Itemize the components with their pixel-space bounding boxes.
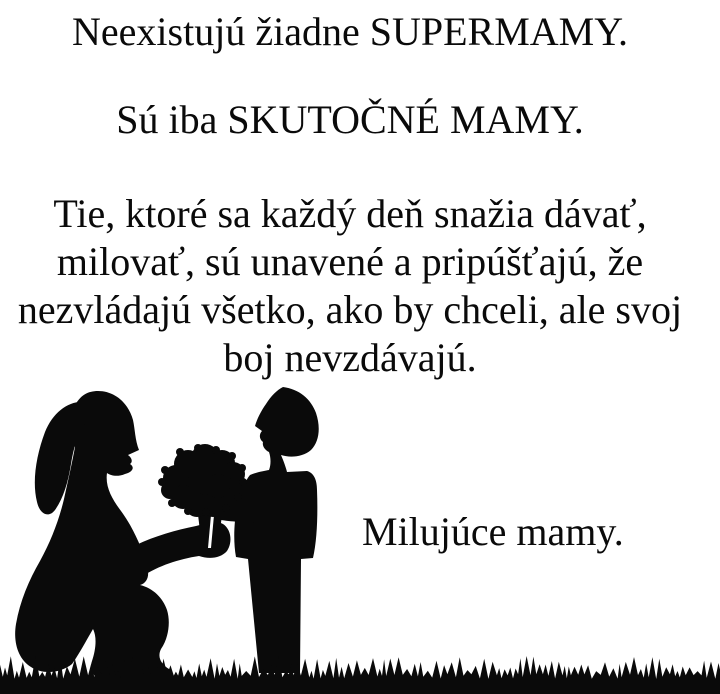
signature-text: Milujúce mamy. <box>362 509 624 554</box>
bouquet-flowers <box>158 444 247 517</box>
quote-body-line: nezvládajú všetko, ako by chceli, ale svoj <box>17 287 683 332</box>
headline-line2: Sú iba SKUTOČNÉ MAMY. <box>116 97 584 142</box>
quote-body-line: Tie, ktoré sa každý deň snažia dávať, <box>53 191 647 236</box>
quote-body-line: milovať, sú unavené a pripúšťajú, že <box>56 239 644 284</box>
mother-silhouette-icon <box>15 391 173 681</box>
quote-body-line: boj nevzdávajú. <box>223 335 477 380</box>
child-silhouette-icon <box>234 387 318 673</box>
quote-body <box>0 190 700 382</box>
headline-line1: Neexistujú žiadne SUPERMAMY. <box>72 9 628 54</box>
